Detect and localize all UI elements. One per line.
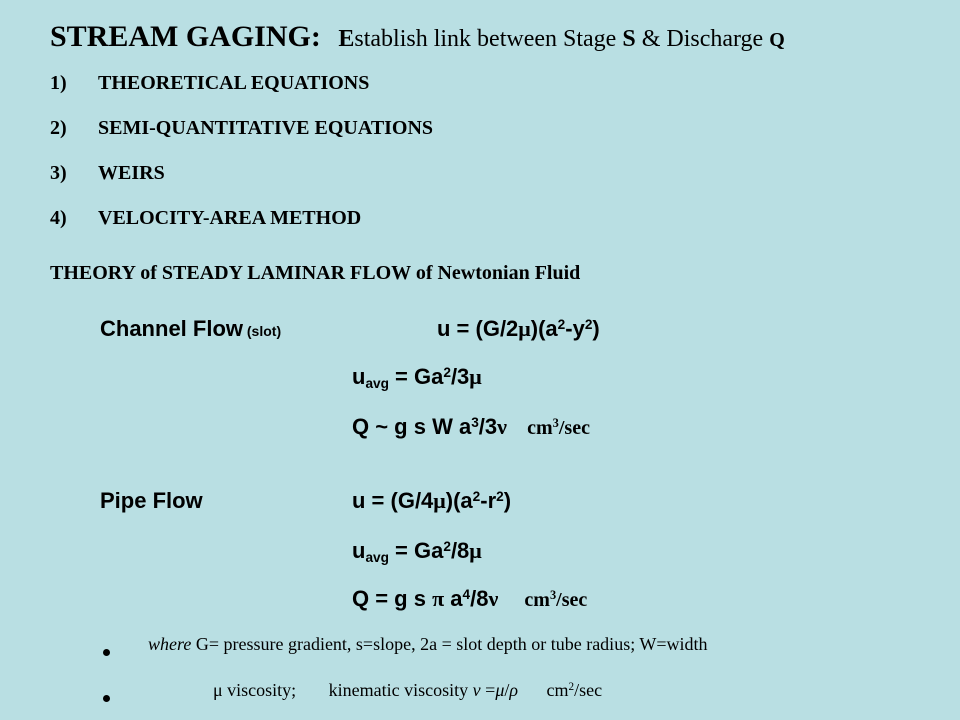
title-main: STREAM GAGING: bbox=[50, 20, 321, 53]
channel-discharge-equation: Q ~ g s W $a^3/3\nu$ $cm^3/\sec$ bbox=[352, 414, 590, 439]
method-item-4 bbox=[50, 207, 362, 230]
bullet-dot-icon bbox=[103, 695, 110, 702]
pipe-avg-velocity-equation: $u_{avg} = Ga^2/8\mu$ bbox=[352, 538, 482, 566]
method-number: 1) bbox=[50, 72, 67, 94]
viscosity-units: $cm^2/\sec$ bbox=[546, 680, 603, 700]
theory-heading: THEORY of STEADY LAMINAR FLOW of Newtonian Fluid bbox=[50, 262, 581, 284]
note-bullet-2 bbox=[103, 689, 110, 707]
slide-title bbox=[50, 20, 785, 54]
method-label: VELOCITY-AREA METHOD bbox=[98, 207, 362, 229]
method-label: SEMI-QUANTITATIVE EQUATIONS bbox=[98, 117, 434, 139]
bullet-dot-icon bbox=[103, 649, 110, 656]
note-definitions: where G= pressure gradient, s=slope, 2a = slot depth or tube radius; W=width bbox=[148, 634, 708, 654]
channel-flow-label: Channel Flow (slot) bbox=[100, 316, 282, 341]
title-subtitle: Establish link between Stage S & Discharge Q bbox=[338, 26, 785, 52]
channel-avg-velocity-equation: $u_{avg} = Ga^2/3\mu$ bbox=[352, 364, 482, 392]
channel-discharge-units: $cm^3/\sec$ bbox=[527, 416, 590, 439]
method-item-2 bbox=[50, 117, 434, 140]
method-label: THEORETICAL EQUATIONS bbox=[98, 72, 370, 94]
pipe-flow-label: Pipe Flow bbox=[100, 488, 203, 513]
method-number: 2) bbox=[50, 117, 67, 139]
pipe-discharge-equation: Q = g s π $a^4/8\nu$ $cm^3/\sec$ bbox=[352, 586, 588, 611]
pipe-discharge-units: $cm^3/\sec$ bbox=[524, 588, 588, 611]
method-label: WEIRS bbox=[98, 162, 165, 184]
channel-velocity-equation: $u = (G/2\mu)(a^2-y^2)$ bbox=[437, 316, 600, 341]
method-number: 3) bbox=[50, 162, 67, 184]
note-viscosity: μ viscosity; kinematic viscosity ν =μ/ρ $cm^2/\sec$ bbox=[213, 680, 603, 700]
method-number: 4) bbox=[50, 207, 67, 229]
method-item-1 bbox=[50, 72, 370, 95]
pipe-velocity-equation: $u = (G/4\mu)(a^2-r^2)$ bbox=[352, 488, 512, 513]
method-item-3 bbox=[50, 162, 165, 185]
note-bullet-1 bbox=[103, 643, 110, 661]
